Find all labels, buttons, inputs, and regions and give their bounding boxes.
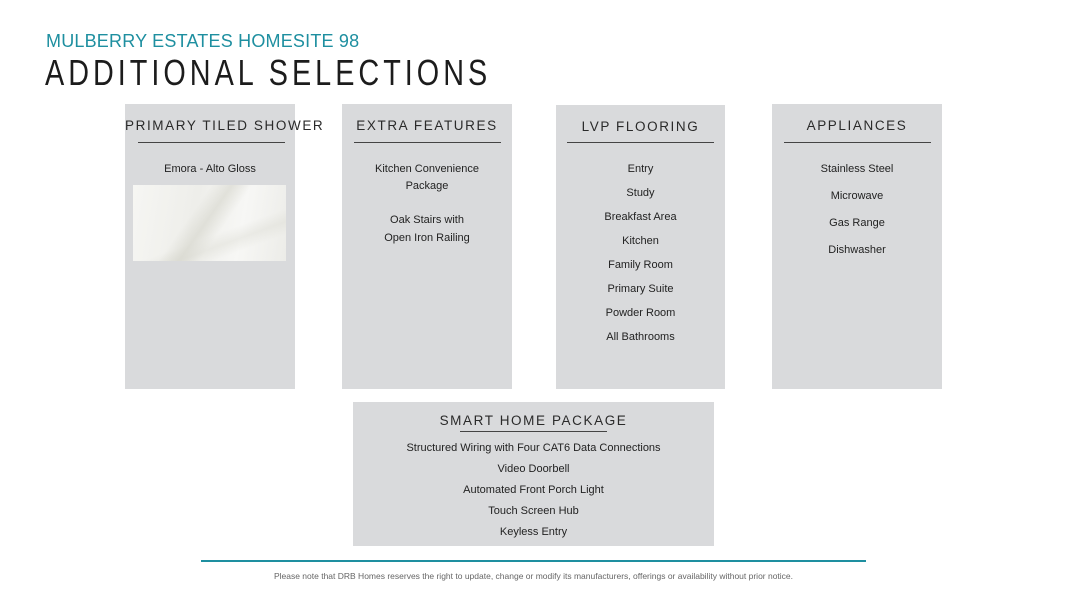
list-item: Powder Room [605, 307, 676, 319]
list-item: Oak Stairs with [390, 214, 464, 226]
list-item: Breakfast Area [604, 211, 677, 223]
list-item: Package [405, 180, 449, 192]
disclaimer-note: Please note that DRB Homes reserves the right to update, change or modify its manufacturers, offerings or availability without prior notice. [273, 571, 794, 581]
list-item: Kitchen Convenience [375, 163, 479, 175]
list-item: Primary Suite [607, 283, 674, 295]
card-extra-features [342, 104, 512, 389]
card-appliances [772, 104, 942, 389]
card-title: PRIMARY TILED SHOWER [125, 118, 325, 133]
page-title: ADDITIONAL SELECTIONS [45, 52, 492, 93]
card-title: EXTRA FEATURES [356, 118, 498, 133]
list-item: Kitchen [622, 235, 659, 247]
title-divider [784, 142, 931, 143]
tile-swatch-image [133, 185, 286, 261]
title-divider [567, 142, 714, 143]
list-item: Emora - Alto Gloss [164, 163, 256, 175]
list-item: Structured Wiring with Four CAT6 Data Connections [406, 442, 661, 454]
card-title: LVP FLOORING [581, 119, 700, 134]
title-divider [460, 431, 607, 432]
list-item: Study [626, 187, 655, 199]
list-item: Entry [627, 163, 654, 175]
list-item: Family Room [608, 259, 673, 271]
list-item: Gas Range [829, 217, 885, 229]
footer-divider [201, 560, 866, 562]
list-item: Automated Front Porch Light [463, 484, 604, 496]
card-smart-home-package [353, 402, 714, 546]
list-item: Microwave [830, 190, 884, 202]
list-item: All Bathrooms [606, 331, 675, 343]
card-title: SMART HOME PACKAGE [439, 413, 628, 428]
list-item: Open Iron Railing [384, 232, 470, 244]
card-lvp-flooring [556, 105, 725, 389]
list-item: Touch Screen Hub [488, 505, 579, 517]
list-item: Video Doorbell [497, 463, 570, 475]
list-item: Keyless Entry [499, 526, 568, 538]
list-item: Stainless Steel [820, 163, 894, 175]
title-divider [138, 142, 285, 143]
card-title: APPLIANCES [806, 118, 908, 133]
community-subtitle: MULBERRY ESTATES HOMESITE 98 [46, 31, 360, 51]
list-item: Dishwasher [828, 244, 886, 256]
card-primary-tiled-shower [125, 104, 325, 389]
title-divider [354, 142, 501, 143]
